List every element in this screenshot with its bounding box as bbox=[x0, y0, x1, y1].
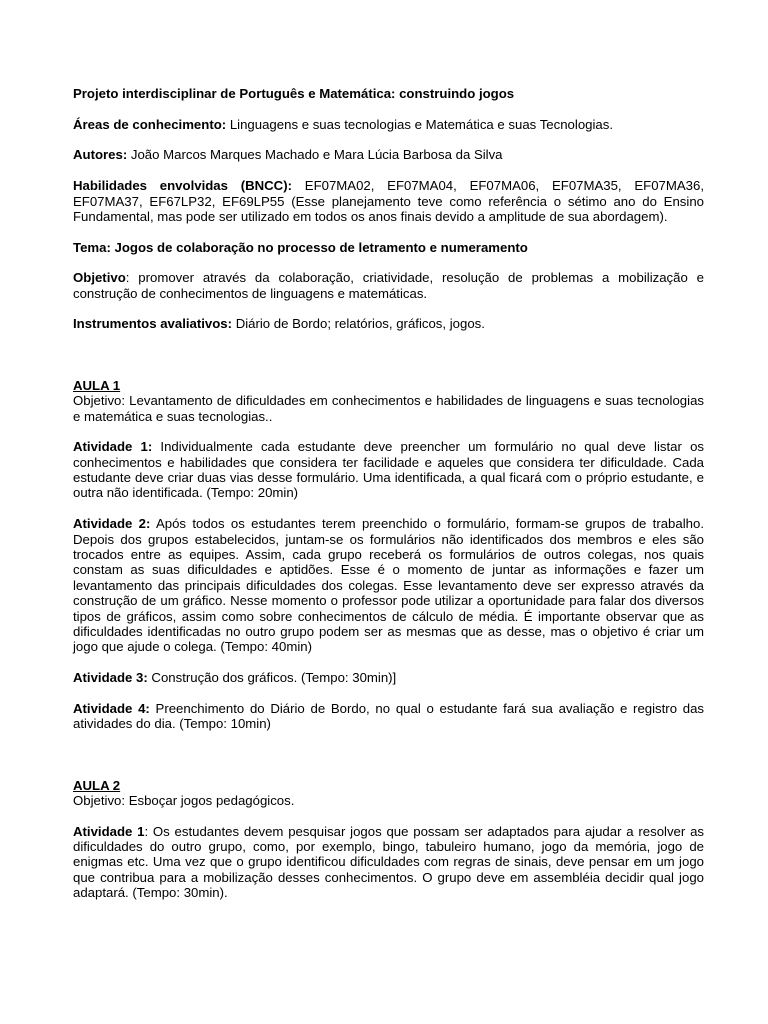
lesson-1-activity-4 bbox=[73, 701, 704, 732]
instruments-value: Diário de Bordo; relatórios, gráficos, jogos. bbox=[232, 316, 485, 332]
objective-paragraph bbox=[73, 270, 704, 301]
authors-label: Autores: bbox=[73, 147, 128, 163]
lesson-2-activity-1 bbox=[73, 824, 704, 901]
activity-label: Atividade 4: bbox=[73, 700, 150, 716]
activity-label: Atividade 1 bbox=[73, 823, 145, 839]
areas-paragraph bbox=[73, 117, 704, 132]
activity-text: Após todos os estudantes terem preenchido o formulário, formam-se grupos de trabalho. Depois dos grupos estabelecidos, juntam-se os formulários não identificados dos membros e eles são trocados entre as equipes. Assim, cada grupo receberá os formulários de outros colegas, nos quais constam as suas dificuldades e aptidões. Esse é o momento de juntar as informações e fazer um levantamento das principais dificuldades dos colegas. Esse levantamento deve ser expresso através da construção de um gráfico. Nesse momento o professor pode utilizar a oportunidade para falar dos diversos tipos de gráficos, assim como sobre conhecimentos de cálculo de média. É importante observar que as dificuldades identificadas no outro grupo podem ser as mesmas que as desse, mas o objetivo é criar um jogo que ajude o colega. (Tempo: 40min) bbox=[73, 516, 704, 655]
instruments-paragraph bbox=[73, 316, 704, 331]
project-title: Projeto interdisciplinar de Português e Matemática: construindo jogos bbox=[73, 86, 515, 101]
areas-value: Linguagens e suas tecnologias e Matemática e suas Tecnologias. bbox=[226, 116, 614, 132]
skills-paragraph bbox=[73, 178, 704, 224]
lesson-2-objective: Objetivo: Esboçar jogos pedagógicos. bbox=[73, 792, 295, 808]
objective-value: : promover através da colaboração, criatividade, resolução de problemas a mobilização e construção de conhecimentos de linguagens e matemáticas. bbox=[73, 270, 704, 301]
lesson-1-objective: Objetivo: Levantamento de dificuldades em conhecimentos e habilidades de linguagens e suas tecnologias e matemática e suas tecnologias.. bbox=[73, 393, 704, 424]
section-spacer bbox=[73, 747, 704, 778]
activity-label: Atividade 3: bbox=[73, 670, 148, 686]
document-page bbox=[73, 86, 704, 916]
activity-text: Preenchimento do Diário de Bordo, no qual o estudante fará sua avaliação e registro das atividades do dia. (Tempo: 10min) bbox=[73, 700, 705, 732]
activity-label: Atividade 1: bbox=[73, 439, 153, 455]
activity-text: : Os estudantes devem pesquisar jogos que possam ser adaptados para ajudar a resolver as dificuldades do outro grupo, como, por exemplo, bingo, tabuleiro humano, jogo da memória, jogo de enigmas etc. Uma vez que o grupo identificou dificuldades com regras de sinais, deve pensar em um jogo que contribua para a mobilização desses conhecimentos. O grupo deve em assembléia decidir qual jogo adaptará. (Tempo: 30min). bbox=[73, 823, 704, 901]
skills-label: Habilidades envolvidas (BNCC): bbox=[73, 178, 292, 194]
theme-heading: Tema: Jogos de colaboração no processo de letramento e numeramento bbox=[73, 239, 528, 255]
authors-value: João Marcos Marques Machado e Mara Lúcia Barbosa da Silva bbox=[127, 147, 503, 163]
authors-paragraph bbox=[73, 147, 704, 162]
lesson-1-heading: AULA 1 bbox=[73, 377, 121, 393]
lesson-2-heading: AULA 2 bbox=[73, 777, 121, 793]
activity-text: Individualmente cada estudante deve preencher um formulário no qual deve listar os conhecimentos e habilidades que considera ter facilidade e aqueles que considera ter dificuldade. Cada estudante deve criar duas vias desse formulário. Uma identificada, a qual ficará com o próprio estudante, e outra não identificada. (Tempo: 20min) bbox=[73, 439, 704, 501]
activity-text: Construção dos gráficos. (Tempo: 30min)] bbox=[147, 670, 397, 686]
areas-label: Áreas de conhecimento: bbox=[73, 116, 227, 132]
skills-value: EF07MA02, EF07MA04, EF07MA06, EF07MA35, EF07MA36, EF07MA37, EF67LP32, EF69LP55 (Esse planejamento teve como referência o sétimo ano do Ensino Fundamental, mas pode ser utilizado em todos os anos finais devido a amplitude de sua abordagem). bbox=[73, 178, 705, 224]
lesson-1-activity-1 bbox=[73, 439, 704, 501]
section-spacer bbox=[73, 347, 704, 378]
lesson-1-activity-2 bbox=[73, 516, 704, 655]
objective-label: Objetivo bbox=[73, 270, 126, 286]
lesson-1-activity-3 bbox=[73, 670, 704, 685]
activity-label: Atividade 2: bbox=[73, 516, 151, 532]
instruments-label: Instrumentos avaliativos: bbox=[73, 316, 233, 332]
